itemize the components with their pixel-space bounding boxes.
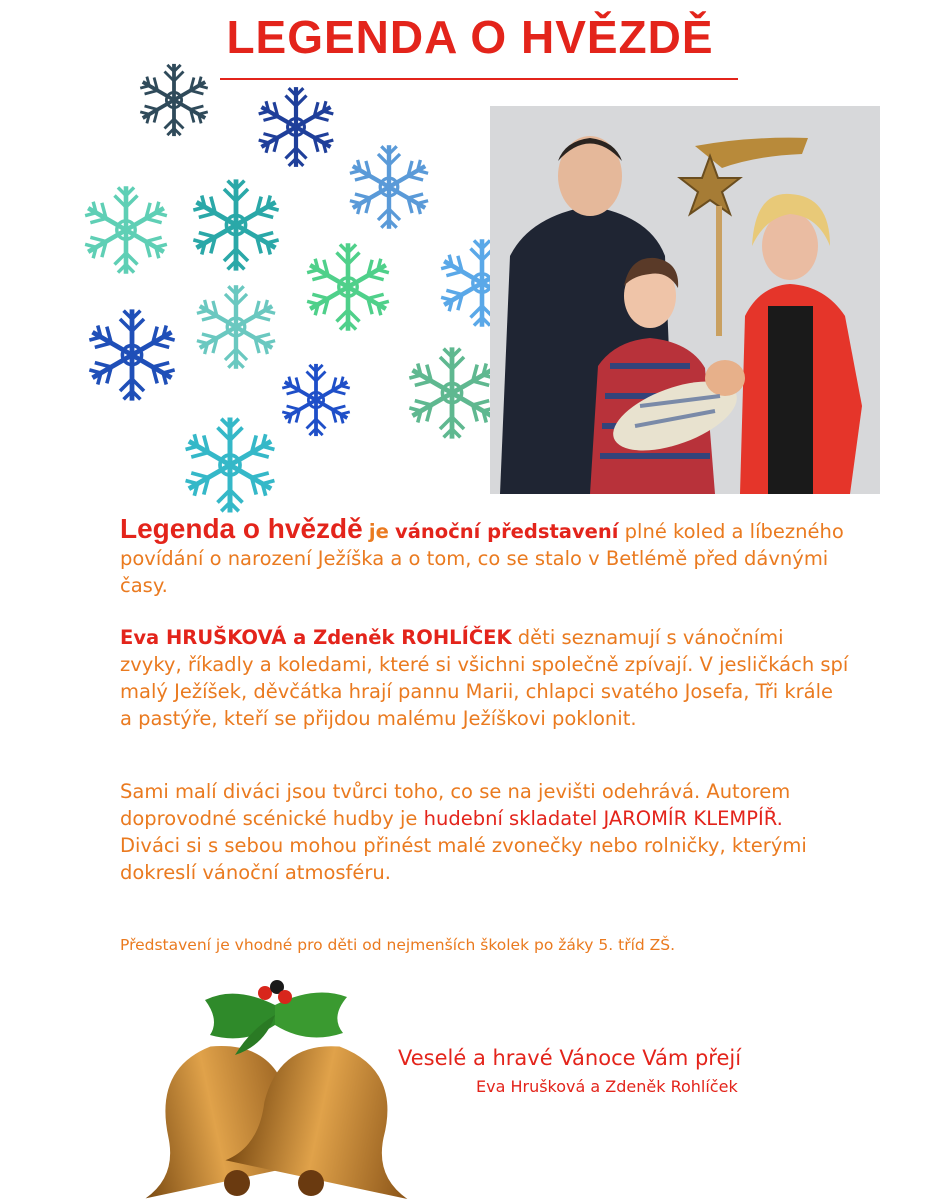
music-after: Diváci si s sebou mohou přinést malé zvonečky nebo rolničky, kterými dokreslí vánoční atmosféru. [120, 834, 807, 884]
snowflake-2-icon [256, 87, 336, 167]
snowflakes-decoration [70, 55, 510, 525]
signature-text: Eva Hrušková a Zdeněk Rohlíček [476, 1077, 738, 1096]
actors-photo [490, 106, 880, 494]
actors-rest: děti seznamují s vánočními zvyky, říkadly a koledami, které si všichni společně zpívají. V jesličkách spí malý Ježíšek, děvčátka hrají pannu Marii, chlapci svatého Josefa, Tři krále a pastýře, kteří se přijdou malému Ježíškovi poklonit. [120, 626, 849, 730]
intro-bold-orange: je [368, 520, 389, 543]
greeting-text: Veselé a hravé Vánoce Vám přejí [398, 1046, 742, 1070]
music-before: Sami malí diváci jsou tvůrci toho, co se na jevišti odehrává. Autorem doprovodné scénické hudby je [120, 780, 791, 830]
intro-bold-red: vánoční představení [395, 520, 619, 543]
snowflake-8-icon [87, 309, 178, 400]
snowflake-4-icon [82, 186, 169, 273]
snowflake-9-icon [194, 285, 277, 369]
snowflake-5-icon [191, 179, 282, 270]
snowflake-11-icon [407, 347, 498, 438]
composer-highlight: hudební skladatel JAROMÍR KLEMPÍŘ. [423, 807, 783, 830]
snowflake-3-icon [347, 145, 430, 229]
intro-paragraph [120, 515, 850, 599]
snowflake-12-icon [183, 418, 278, 513]
music-paragraph [120, 778, 850, 886]
intro-rest: plné koled a líbezného povídání o narození Ježíška a o tom, co se stalo v Betlémě před dávnými časy. [120, 520, 844, 597]
snowflake-6-icon [304, 243, 391, 330]
intro-lead: Legenda o hvězdě [120, 513, 363, 544]
snowflake-10-icon [280, 364, 352, 436]
page-title: LEGENDA O HVĚZDĚ [226, 11, 714, 63]
snowflake-1-icon [138, 64, 210, 136]
christmas-bells-icon [125, 975, 430, 1200]
actors-names: Eva HRUŠKOVÁ a Zdeněk ROHLÍČEK [120, 626, 512, 649]
actors-paragraph [120, 624, 850, 732]
audience-note: Představení je vhodné pro děti od nejmenších školek po žáky 5. tříd ZŠ. [120, 936, 676, 954]
